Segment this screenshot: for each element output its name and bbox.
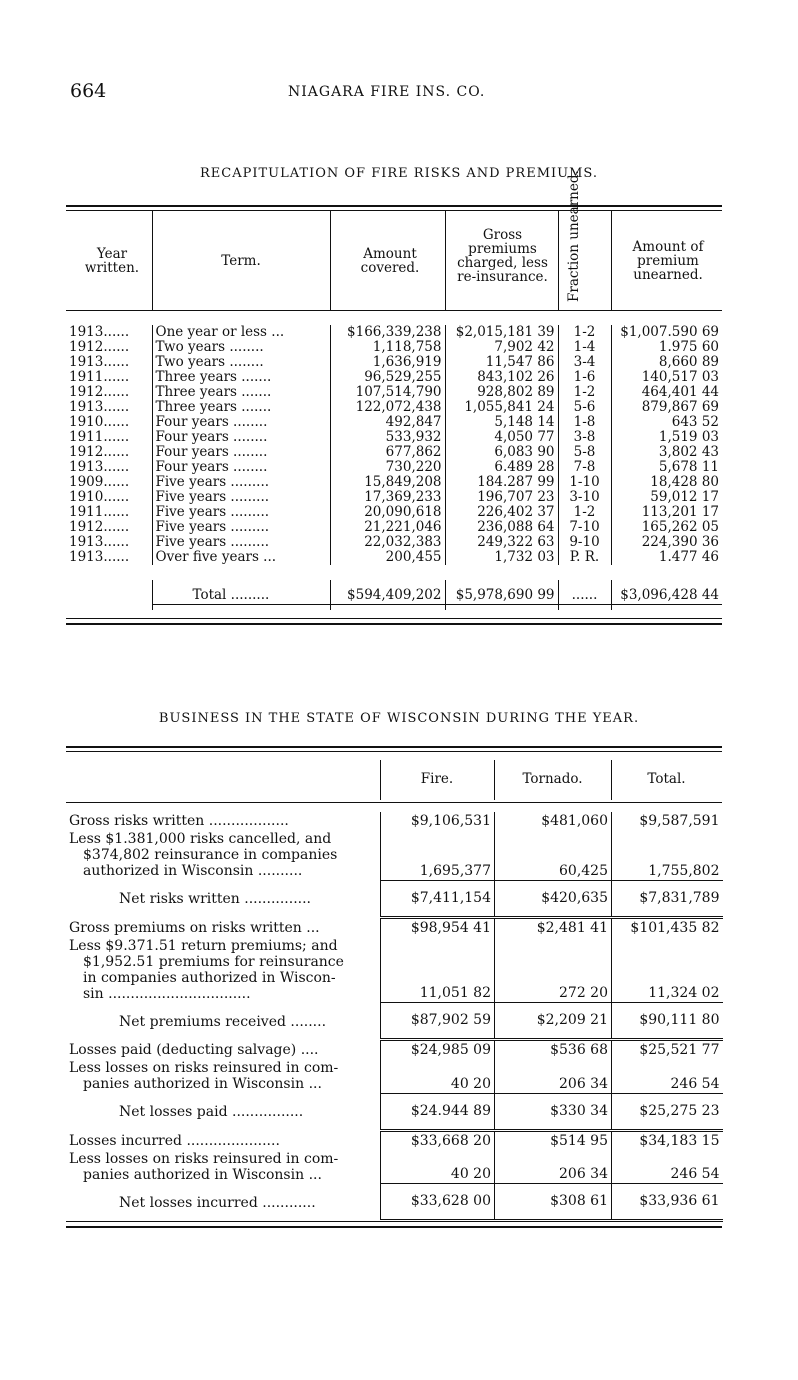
recap-row — [66, 340, 722, 355]
business-row — [66, 1184, 723, 1221]
business-row-label — [66, 1040, 381, 1060]
year-cell: 1909...... — [69, 474, 130, 490]
business-fire-cell: 1,695,377 — [381, 830, 495, 880]
business-total-cell: 11,324 02 — [612, 937, 723, 1003]
recap-title: RECAPITULATION OF FIRE RISKS AND PREMIUMS. — [200, 166, 598, 181]
recap-row — [66, 415, 722, 430]
col-header-fraction: Fraction unearned. — [566, 170, 582, 302]
amount-cell: 96,529,255 — [330, 370, 445, 385]
business-fire-cell: $87,902 59 — [381, 1003, 495, 1040]
business-row-label — [66, 880, 381, 917]
unearned-cell: 643 52 — [611, 415, 722, 430]
business-fire-cell: 40 20 — [381, 1150, 495, 1184]
business-tornado-cell: $2,481 41 — [495, 917, 612, 937]
business-fire-cell: $33,628 00 — [381, 1184, 495, 1221]
business-fire-cell: $24,985 09 — [381, 1040, 495, 1060]
unearned-cell: 3,802 43 — [611, 445, 722, 460]
recap-row — [66, 400, 722, 415]
business-row — [66, 1130, 723, 1150]
business-row — [66, 1059, 723, 1093]
term-cell: Two years ........ — [152, 355, 330, 370]
business-total-cell: $33,936 61 — [612, 1184, 723, 1221]
business-row — [66, 917, 723, 937]
amount-cell: 533,932 — [330, 430, 445, 445]
year-cell: 1911...... — [69, 369, 130, 385]
unearned-cell: 464,401 44 — [611, 385, 722, 400]
business-label-line: authorized in Wisconsin .......... — [83, 863, 303, 879]
business-row — [66, 830, 723, 880]
amount-cell: 20,090,618 — [330, 505, 445, 520]
business-tornado-cell: 272 20 — [495, 937, 612, 1003]
total-gross: $5,978,690 99 — [445, 580, 558, 610]
fraction-cell: 5-6 — [558, 400, 611, 415]
year-cell: 1913...... — [69, 399, 130, 415]
business-tornado-cell: 206 34 — [495, 1059, 612, 1093]
business-header-rule — [66, 802, 722, 803]
fraction-cell: 1-10 — [558, 475, 611, 490]
business-fire-cell: $7,411,154 — [381, 880, 495, 917]
gross-cell: 226,402 37 — [445, 505, 558, 520]
year-cell: 1913...... — [69, 459, 130, 475]
term-cell: Five years ......... — [152, 505, 330, 520]
year-cell: 1913...... — [69, 549, 130, 565]
year-cell: 1913...... — [69, 324, 130, 340]
term-cell: Five years ......... — [152, 475, 330, 490]
term-cell: Five years ......... — [152, 490, 330, 505]
business-total-cell: $25,521 77 — [612, 1040, 723, 1060]
business-label-line: Net premiums received ........ — [119, 1013, 327, 1030]
gross-cell: 184.287 99 — [445, 475, 558, 490]
gross-cell: 843,102 26 — [445, 370, 558, 385]
fraction-cell: 9-10 — [558, 535, 611, 550]
unearned-cell: 165,262 05 — [611, 520, 722, 535]
gross-cell: 7,902 42 — [445, 340, 558, 355]
term-cell: Four years ........ — [152, 445, 330, 460]
business-label-line: Less $1.381,000 risks cancelled, and — [69, 831, 332, 847]
term-cell: Four years ........ — [152, 430, 330, 445]
col-header-gross: Gross premiums charged, less re-insurance. — [457, 227, 548, 285]
unearned-cell: 1,519 03 — [611, 430, 722, 445]
business-label-line: Net losses paid ................ — [119, 1104, 304, 1120]
business-tornado-cell: $481,060 — [495, 812, 612, 830]
recap-row — [66, 550, 722, 565]
recap-total-row — [66, 580, 722, 610]
amount-cell: 492,847 — [330, 415, 445, 430]
fraction-cell: 1-2 — [558, 325, 611, 340]
year-cell: 1912...... — [69, 339, 130, 355]
gross-cell: $2,015,181 39 — [445, 325, 558, 340]
amount-cell: 1,118,758 — [330, 340, 445, 355]
business-title: BUSINESS IN THE STATE OF WISCONSIN DURING THE YEAR. — [158, 711, 640, 726]
total-unearned: $3,096,428 44 — [611, 580, 722, 610]
col-header-fire: Fire. — [420, 771, 454, 787]
business-bottom-rule-2 — [66, 1226, 722, 1228]
page-header — [0, 80, 798, 104]
gross-cell: 1,055,841 24 — [445, 400, 558, 415]
business-fire-cell: 40 20 — [381, 1059, 495, 1093]
recap-table — [66, 325, 722, 565]
business-label-line: sin ................................ — [83, 985, 251, 1002]
business-row-label — [66, 937, 381, 1003]
amount-cell: 730,220 — [330, 460, 445, 475]
recap-row — [66, 370, 722, 385]
recap-bottom-rule-2 — [66, 623, 722, 625]
amount-cell: 1,636,919 — [330, 355, 445, 370]
business-tornado-cell: 60,425 — [495, 830, 612, 880]
business-total-cell: $90,111 80 — [612, 1003, 723, 1040]
term-cell: Three years ....... — [152, 400, 330, 415]
unearned-cell: 224,390 36 — [611, 535, 722, 550]
business-label-line: in companies authorized in Wiscon- — [83, 969, 336, 986]
fraction-cell: 1-4 — [558, 340, 611, 355]
unearned-cell: 5,678 11 — [611, 460, 722, 475]
fraction-cell: 1-2 — [558, 505, 611, 520]
business-label-line: Net losses incurred ............ — [119, 1194, 316, 1211]
business-total-cell: 246 54 — [612, 1059, 723, 1093]
recap-row — [66, 355, 722, 370]
business-row-label — [66, 1150, 381, 1184]
gross-cell: 11,547 86 — [445, 355, 558, 370]
business-tornado-cell: $536 68 — [495, 1040, 612, 1060]
business-tornado-cell: $330 34 — [495, 1093, 612, 1130]
fraction-cell: 3-10 — [558, 490, 611, 505]
col-header-amount: Amount covered. — [360, 246, 420, 276]
term-cell: Two years ........ — [152, 340, 330, 355]
gross-cell: 236,088 64 — [445, 520, 558, 535]
business-row-label — [66, 1130, 381, 1150]
amount-cell: 107,514,790 — [330, 385, 445, 400]
business-label-line: Gross risks written .................. — [69, 813, 289, 829]
business-row-label — [66, 917, 381, 937]
fraction-cell: P. R. — [558, 550, 611, 565]
unearned-cell: 18,428 80 — [611, 475, 722, 490]
business-label-line: Losses incurred ..................... — [69, 1132, 280, 1149]
unearned-cell: 8,660 89 — [611, 355, 722, 370]
unearned-cell: 113,201 17 — [611, 505, 722, 520]
recap-row — [66, 460, 722, 475]
fraction-cell: 3-8 — [558, 430, 611, 445]
business-fire-cell: $9,106,531 — [381, 812, 495, 830]
term-cell: Four years ........ — [152, 460, 330, 475]
term-cell: Five years ......... — [152, 535, 330, 550]
col-header-term: Term. — [221, 253, 261, 269]
business-row — [66, 937, 723, 1003]
business-row — [66, 1040, 723, 1060]
fraction-cell: 1-6 — [558, 370, 611, 385]
recap-top-rule — [66, 205, 722, 207]
fraction-cell: 1-2 — [558, 385, 611, 400]
business-tornado-cell: 206 34 — [495, 1150, 612, 1184]
total-amount: $594,409,202 — [330, 580, 445, 610]
business-row-label — [66, 812, 381, 830]
unearned-cell: 59,012 17 — [611, 490, 722, 505]
fraction-cell: 5-8 — [558, 445, 611, 460]
gross-cell: 249,322 63 — [445, 535, 558, 550]
year-cell: 1913...... — [69, 534, 130, 550]
business-total-cell: $101,435 82 — [612, 917, 723, 937]
business-fire-cell: $24.944 89 — [381, 1093, 495, 1130]
business-table — [66, 812, 723, 1222]
business-label-line: $1,952.51 premiums for reinsurance — [83, 953, 344, 970]
business-row-label — [66, 1184, 381, 1221]
business-total-cell: 1,755,802 — [612, 830, 723, 880]
term-cell: Five years ......... — [152, 520, 330, 535]
business-top-rule-2 — [66, 751, 722, 752]
gross-cell: 6.489 28 — [445, 460, 558, 475]
unearned-cell: 1.477 46 — [611, 550, 722, 565]
business-row — [66, 812, 723, 830]
amount-cell: $166,339,238 — [330, 325, 445, 340]
business-total-cell: 246 54 — [612, 1150, 723, 1184]
business-total-cell: $34,183 15 — [612, 1130, 723, 1150]
business-total-cell: $25,275 23 — [612, 1093, 723, 1130]
unearned-cell: 140,517 03 — [611, 370, 722, 385]
gross-cell: 1,732 03 — [445, 550, 558, 565]
recap-row — [66, 430, 722, 445]
business-total-cell: $9,587,591 — [612, 812, 723, 830]
fraction-cell: 7-10 — [558, 520, 611, 535]
running-title: NIAGARA FIRE INS. CO. — [288, 84, 486, 100]
total-label: Total ......... — [152, 580, 330, 610]
business-label-line: Losses paid (deducting salvage) .... — [69, 1042, 319, 1058]
year-cell: 1912...... — [69, 384, 130, 400]
col-header-total: Total. — [647, 771, 686, 787]
year-cell: 1913...... — [69, 354, 130, 370]
year-cell: 1912...... — [69, 444, 130, 460]
amount-cell: 677,862 — [330, 445, 445, 460]
recap-row — [66, 520, 722, 535]
amount-cell: 200,455 — [330, 550, 445, 565]
business-fire-cell: 11,051 82 — [381, 937, 495, 1003]
business-row — [66, 1093, 723, 1130]
term-cell: Three years ....... — [152, 385, 330, 400]
business-row-label — [66, 1003, 381, 1040]
gross-cell: 4,050 77 — [445, 430, 558, 445]
year-cell: 1911...... — [69, 504, 130, 520]
recap-top-rule-2 — [66, 210, 722, 211]
gross-cell: 5,148 14 — [445, 415, 558, 430]
business-total-cell: $7,831,789 — [612, 880, 723, 917]
business-tornado-cell: $2,209 21 — [495, 1003, 612, 1040]
gross-cell: 928,802 89 — [445, 385, 558, 400]
term-cell: Three years ....... — [152, 370, 330, 385]
business-label-line: Net risks written ............... — [119, 891, 311, 907]
business-row — [66, 1003, 723, 1040]
fraction-cell: 7-8 — [558, 460, 611, 475]
recap-row — [66, 475, 722, 490]
business-label-line: Less $9.371.51 return premiums; and — [69, 937, 338, 954]
amount-cell: 15,849,208 — [330, 475, 445, 490]
business-tornado-cell: $420,635 — [495, 880, 612, 917]
business-row — [66, 880, 723, 917]
business-top-rule — [66, 746, 722, 748]
col-header-year: Year written. — [84, 246, 140, 276]
recap-row — [66, 325, 722, 340]
amount-cell: 122,072,438 — [330, 400, 445, 415]
business-row-label — [66, 1059, 381, 1093]
total-fraction: ...... — [558, 580, 611, 610]
business-fire-cell: $33,668 20 — [381, 1130, 495, 1150]
business-label-line: $374,802 reinsurance in companies — [83, 847, 338, 863]
fraction-cell: 3-4 — [558, 355, 611, 370]
recap-bottom-rule — [66, 618, 722, 619]
recap-row — [66, 445, 722, 460]
term-cell: Over five years ... — [152, 550, 330, 565]
business-fire-cell: $98,954 41 — [381, 917, 495, 937]
business-label-line: Less losses on risks reinsured in com- — [69, 1150, 339, 1167]
business-tornado-cell: $308 61 — [495, 1184, 612, 1221]
recap-row — [66, 505, 722, 520]
col-header-tornado: Tornado. — [522, 771, 583, 787]
recap-row — [66, 535, 722, 550]
amount-cell: 22,032,383 — [330, 535, 445, 550]
unearned-cell: 1.975 60 — [611, 340, 722, 355]
business-tornado-cell: $514 95 — [495, 1130, 612, 1150]
col-header-unearned: Amount of premium unearned. — [632, 239, 704, 283]
recap-header-rule — [66, 310, 722, 311]
unearned-cell: $1,007.590 69 — [611, 325, 722, 340]
business-bottom-rule — [66, 1221, 722, 1222]
year-cell: 1912...... — [69, 519, 130, 535]
business-label-line: Less losses on risks reinsured in com- — [69, 1060, 339, 1076]
recap-row — [66, 490, 722, 505]
year-cell: 1910...... — [69, 414, 130, 430]
business-label-line: panies authorized in Wisconsin ... — [83, 1166, 322, 1183]
business-row-label — [66, 830, 381, 880]
business-row — [66, 1150, 723, 1184]
amount-cell: 21,221,046 — [330, 520, 445, 535]
business-row-label — [66, 1093, 381, 1130]
unearned-cell: 879,867 69 — [611, 400, 722, 415]
page-number: 664 — [70, 80, 107, 102]
recap-row — [66, 385, 722, 400]
gross-cell: 6,083 90 — [445, 445, 558, 460]
amount-cell: 17,369,233 — [330, 490, 445, 505]
year-cell: 1910...... — [69, 489, 130, 505]
year-cell: 1911...... — [69, 429, 130, 445]
term-cell: One year or less ... — [152, 325, 330, 340]
business-label-line: Gross premiums on risks written ... — [69, 919, 320, 936]
business-label-line: panies authorized in Wisconsin ... — [83, 1076, 322, 1092]
gross-cell: 196,707 23 — [445, 490, 558, 505]
fraction-cell: 1-8 — [558, 415, 611, 430]
term-cell: Four years ........ — [152, 415, 330, 430]
